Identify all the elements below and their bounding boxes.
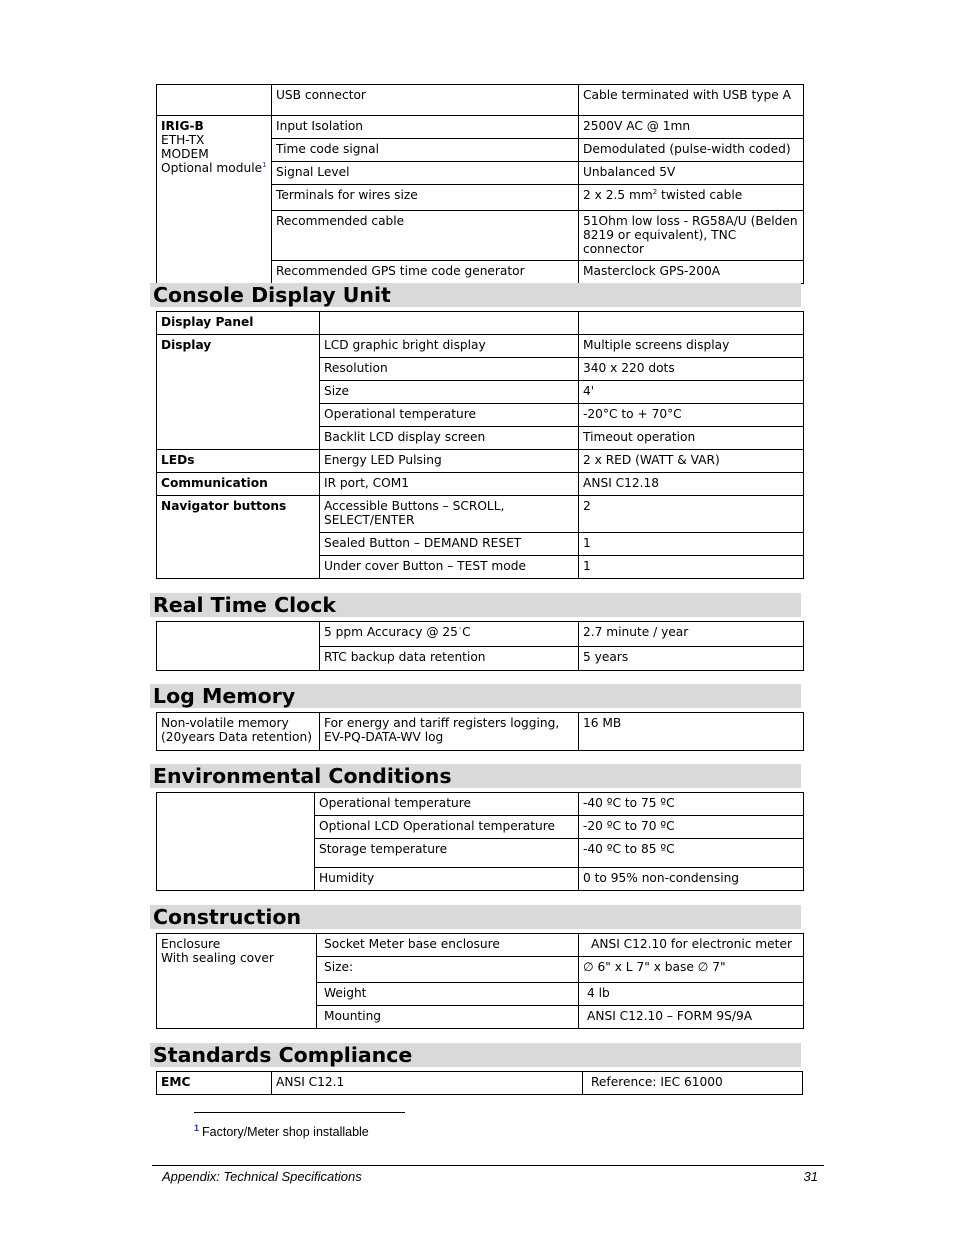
irig-optional-module: Optional module [161,161,263,175]
footnote-reference[interactable]: 1 [262,160,267,169]
irig-row-value: 2500V AC @ 1mn [579,116,804,139]
construction-row-value: 4 lb [579,983,804,1006]
section-heading-standards: Standards Compliance [150,1043,801,1067]
env-row-label: Storage temperature [315,839,579,868]
console-row-value: ANSI C12.18 [579,473,804,496]
irig-empty-cell [157,85,272,116]
usb-value: Cable terminated with USB type A [579,85,804,116]
irig-row-label: Signal Level [272,162,579,185]
footer-section-title: Appendix: Technical Specifications [162,1169,362,1184]
console-row-label: Sealed Button – DEMAND RESET [320,533,579,556]
enclosure-label: Enclosure [161,937,221,951]
construction-row-label: Mounting [317,1006,579,1029]
communication-label: Communication [157,473,320,496]
construction-row-value: ANSI C12.10 – FORM 9S/9A [579,1006,804,1029]
irig-row-value: Unbalanced 5V [579,162,804,185]
irig-group-title: IRIG-B [161,119,204,133]
wire-size-text: 2 x 2.5 mm [583,188,653,202]
section-heading-log: Log Memory [150,684,801,708]
env-row-value: -20 ºC to 70 ºC [579,816,804,839]
degree-symbol: ◦ [457,624,463,633]
console-row-value: 2 x RED (WATT & VAR) [579,450,804,473]
irig-row-value: Masterclock GPS-200A [579,261,804,284]
wire-size-superscript: 2 [652,187,658,196]
irig-table [156,84,804,284]
section-heading-construction: Construction [150,905,801,929]
console-row-value: -20°C to + 70°C [579,404,804,427]
emc-label: EMC [157,1072,272,1095]
irig-row-value: 51Ohm low loss - RG58A/U (Belden 8219 or equivalent), TNC connector [579,211,804,261]
standards-table [156,1071,803,1095]
irig-group-line4 [161,161,267,175]
env-empty-cell [157,793,315,891]
console-row-value: 1 [579,556,804,579]
irig-row-label: Recommended cable [272,211,579,261]
console-row-label: Resolution [320,358,579,381]
rtc-row-value: 5 years [579,647,804,671]
construction-row-label: Size: [317,957,579,983]
console-row-label: Under cover Button – TEST mode [320,556,579,579]
console-row-label: Operational temperature [320,404,579,427]
construction-table [156,933,804,1029]
log-label: Non-volatile memory (20years Data retention) [157,713,320,751]
usb-label: USB connector [272,85,579,116]
irig-group-cell [157,116,272,284]
env-row-value: 0 to 95% non-condensing [579,868,804,891]
console-row-label: LCD graphic bright display [320,335,579,358]
rtc-row-value: 2.7 minute / year [579,622,804,647]
log-table [156,712,804,751]
rtc-table [156,621,804,671]
irig-group-line3: MODEM [161,147,209,161]
rtc-empty-cell [157,622,320,671]
irig-group-line2: ETH-TX [161,133,205,147]
env-row-label: Humidity [315,868,579,891]
display-panel-label: Display Panel [157,312,320,335]
env-row-value: -40 ºC to 75 ºC [579,793,804,816]
construction-row-value: ∅ 6" x L 7" x base ∅ 7" [579,957,804,983]
construction-row-value: ANSI C12.10 for electronic meter [579,934,804,957]
section-heading-console: Console Display Unit [150,283,801,307]
rtc-row-label [320,622,579,647]
footer-rule [152,1165,824,1166]
irig-row-label: Input Isolation [272,116,579,139]
rtc-accuracy-text: 5 ppm Accuracy @ 25 [324,625,458,639]
console-row-label: Size [320,381,579,404]
env-row-label: Optional LCD Operational temperature [315,816,579,839]
env-row-value: -40 ºC to 85 ºC [579,839,804,868]
footnote [194,1122,369,1139]
env-row-label: Operational temperature [315,793,579,816]
section-heading-rtc: Real Time Clock [150,593,801,617]
console-table [156,311,804,579]
footnote-number: 1 [194,1122,200,1133]
footnote-separator [194,1112,405,1113]
irig-row-label: Time code signal [272,139,579,162]
console-row-value: 1 [579,533,804,556]
console-row-value: 2 [579,496,804,533]
emc-standard: ANSI C12.1 [272,1072,583,1095]
irig-row-value [579,185,804,211]
environment-table [156,792,804,891]
footnote-text: Factory/Meter shop installable [202,1125,369,1139]
sealing-cover-label: With sealing cover [161,951,274,965]
empty-cell [579,312,804,335]
emc-reference: Reference: IEC 61000 [583,1072,803,1095]
leds-label: LEDs [157,450,320,473]
console-row-value: Multiple screens display [579,335,804,358]
wire-size-suffix: twisted cable [657,188,743,202]
console-row-label: Accessible Buttons – SCROLL, SELECT/ENTER [320,496,579,533]
console-row-value: Timeout operation [579,427,804,450]
console-row-label: Energy LED Pulsing [320,450,579,473]
rtc-accuracy-unit: C [462,625,471,639]
irig-row-label: Terminals for wires size [272,185,579,211]
empty-cell [320,312,579,335]
enclosure-cell [157,934,317,1029]
display-label: Display [157,335,320,450]
log-description: For energy and tariff registers logging, EV-PQ-DATA-WV log [320,713,579,751]
console-row-value: 4' [579,381,804,404]
rtc-row-label: RTC backup data retention [320,647,579,671]
log-value: 16 MB [579,713,804,751]
console-row-label: Backlit LCD display screen [320,427,579,450]
page-number: 31 [803,1169,818,1184]
console-row-value: 340 x 220 dots [579,358,804,381]
irig-row-value: Demodulated (pulse-width coded) [579,139,804,162]
navigator-buttons-label: Navigator buttons [157,496,320,579]
section-heading-environment: Environmental Conditions [150,764,801,788]
console-row-label: IR port, COM1 [320,473,579,496]
construction-row-label: Weight [317,983,579,1006]
construction-row-label: Socket Meter base enclosure [317,934,579,957]
irig-row-label: Recommended GPS time code generator [272,261,579,284]
